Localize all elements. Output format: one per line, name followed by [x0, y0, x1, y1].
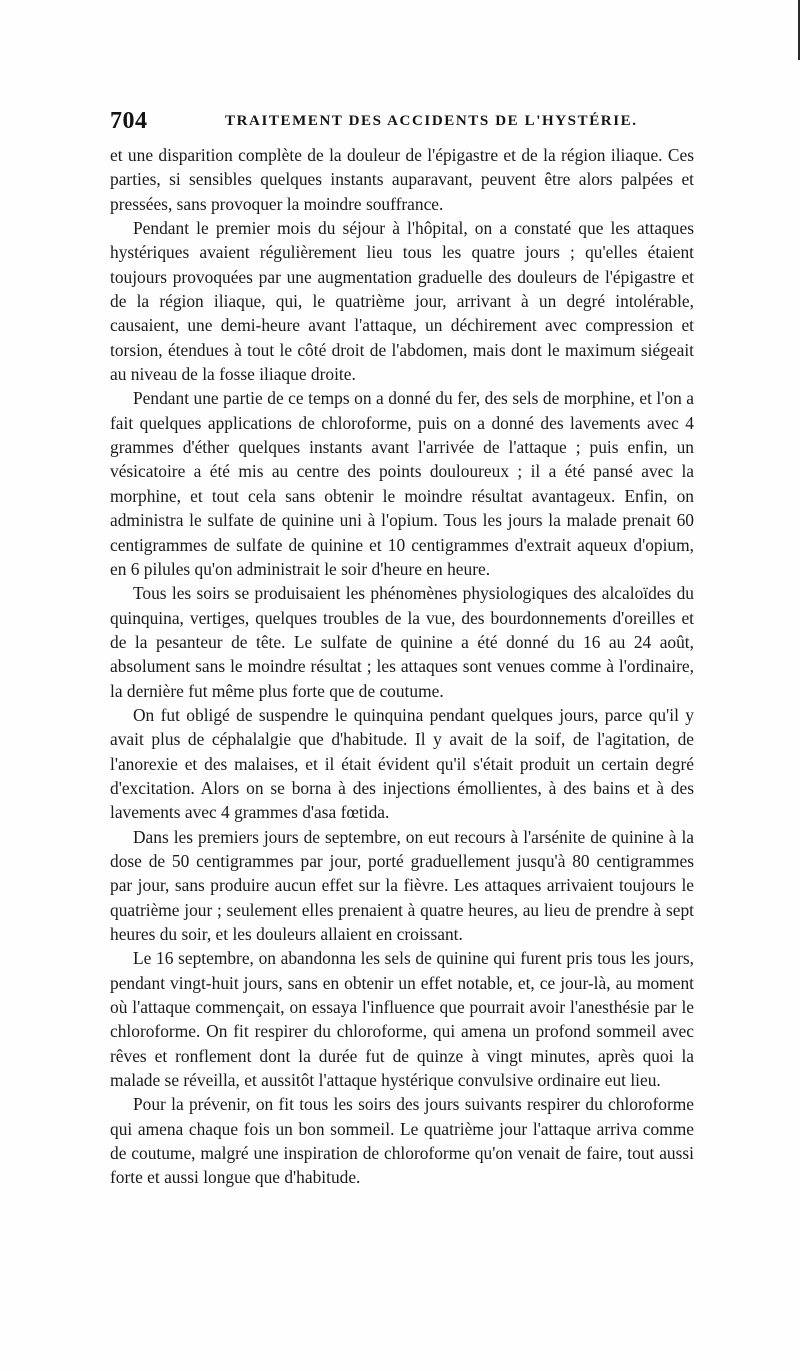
paragraph: Le 16 septembre, on abandonna les sels de quinine qui furent pris tous les jours, pendant vingt-huit jours, sans en obtenir un effet notable, et, ce jour-là, au moment où l'attaque commençait, on essaya l'influence que pourrait avoir l'anesthésie par le chloroforme. On fit respirer du chloroforme, qui amena un profond sommeil avec rêves et ronflement dont la durée fut de quinze à vingt minutes, après quoi la malade se réveilla, et aussitôt l'attaque hystérique convulsive ordinaire eut lieu. [110, 948, 694, 1091]
body-text [110, 143, 694, 1190]
paragraph: Pendant le premier mois du séjour à l'hôpital, on a constaté que les attaques hystériques avaient régulièrement lieu tous les quatre jours ; qu'elles étaient toujours provoquées par une augmentation graduelle des douleurs de l'épigastre et de la région iliaque, qui, le quatrième jour, arrivant à un degré intolérable, causaient, une demi-heure avant l'attaque, un déchirement avec compression et torsion, étendues à tout le côté droit de l'abdomen, mais dont le maximum siégeait au niveau de la fosse iliaque droite. [110, 218, 694, 385]
page-number: 704 [110, 108, 148, 134]
paragraph: Pendant une partie de ce temps on a donné du fer, des sels de morphine, et l'on a fait quelques applications de chloroforme, puis on a donné des lavements avec 4 grammes d'éther quelques instants avant l'arrivée de l'attaque ; puis enfin, un vésicatoire a été mis au centre des points douloureux ; il a été pansé avec la morphine, et tout cela sans obtenir le moindre résultat avantageux. Enfin, on administra le sulfate de quinine uni à l'opium. Tous les jours la malade prenait 60 centigrammes de sulfate de quinine et 10 centigrammes d'extrait aqueux d'opium, en 6 pilules qu'on administrait le soir d'heure en heure. [110, 388, 694, 579]
paragraph: Tous les soirs se produisaient les phénomènes physiologiques des alcaloïdes du quinquina, vertiges, quelques troubles de la vue, des bourdonnements d'oreilles et de la pesanteur de tête. Le sulfate de quinine a été donné du 16 au 24 août, absolument sans le moindre résultat ; les attaques sont venues comme à l'ordinaire, la dernière fut même plus forte que de coutume. [110, 583, 694, 701]
page-header [110, 108, 694, 134]
running-head: TRAITEMENT DES ACCIDENTS DE L'HYSTÉRIE. [225, 113, 638, 129]
paragraph: On fut obligé de suspendre le quinquina pendant quelques jours, parce qu'il y avait plus de céphalalgie que d'habitude. Il y avait de la soif, de l'agitation, de l'anorexie et des malaises, et il était évident qu'il s'était produit un certain degré d'excitation. Alors on se borna à des injections émollientes, à des bains et à des lavements avec 4 grammes d'asa fœtida. [110, 704, 694, 823]
paragraph: Dans les premiers jours de septembre, on eut recours à l'arsénite de quinine à la dose de 50 centigrammes par jour, porté graduellement jusqu'à 80 centigrammes par jour, sans produire aucun effet sur la fièvre. Les attaques arrivaient toujours le quatrième jour ; seulement elles prenaient à quatre heures, au lieu de prendre à sept heures du soir, et les douleurs allaient en croissant. [110, 826, 694, 944]
paragraph: Pour la prévenir, on fit tous les soirs des jours suivants respirer du chloroforme qui amena chaque fois un bon sommeil. Le quatrième jour l'attaque arriva comme de coutume, malgré une inspiration de chloroforme qu'on venait de faire, tout aussi forte et aussi longue que d'habitude. [110, 1094, 694, 1188]
paragraph-continuation: et une disparition complète de la douleur de l'épigastre et de la région iliaque. Ces parties, si sensibles quelques instants auparavant, peuvent être alors palpées et pressées, sans provoquer la moindre souffrance. [110, 145, 694, 214]
